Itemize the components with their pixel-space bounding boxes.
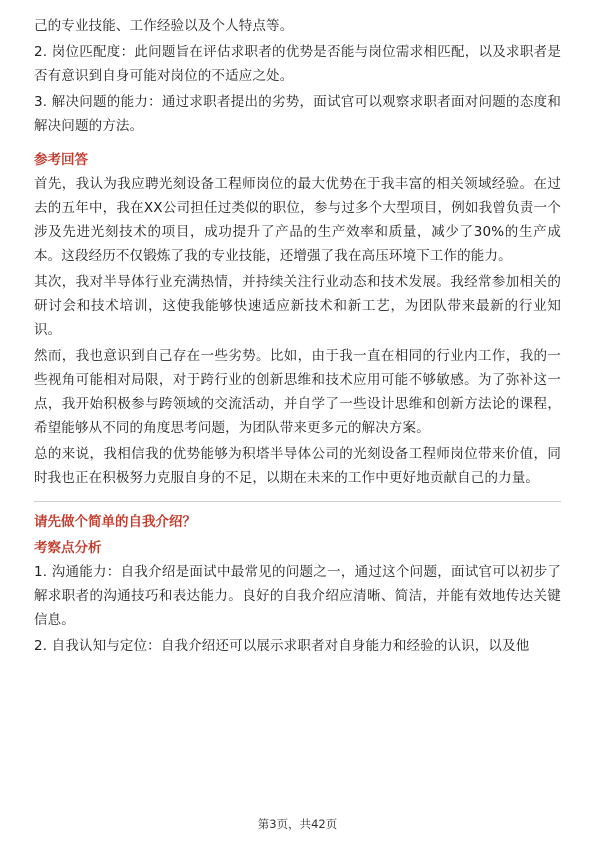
question-point-2: 2. 自我认知与定位：自我介绍还可以展示求职者对自身能力和经验的认识，以及他 — [34, 638, 530, 654]
analysis-heading: 考察点分析 — [34, 540, 102, 556]
section-previous-analysis — [34, 14, 561, 138]
answer-paragraph-3: 然而，我也意识到自己存在一些劣势。比如，由于我一直在相同的行业内工作，我的一些视角可能相对局限，对于跨行业的创新思维和技术应用可能不够敏感。为了弥补这一点，我开始积极参与跨领域的交流活动，并自学了一些设计思维和创新方法论的课程，希望能够从不同的角度思考问题，为团队带来更多元的解决方案。 — [34, 348, 561, 436]
analysis-line-1: 己的专业技能、工作经验以及个人特点等。 — [34, 18, 294, 34]
answer-paragraph-2: 其次，我对半导体行业充满热情，并持续关注行业动态和技术发展。我经常参加相关的研讨会和技术培训，这使我能够快速适应新技术和新工艺，为团队带来最新的行业知识。 — [34, 274, 561, 338]
question-point-1: 1. 沟通能力：自我介绍是面试中最常见的问题之一，通过这个问题，面试官可以初步了解求职者的沟通技巧和表达能力。良好的自我介绍应清晰、简洁，并能有效地传达关键信息。 — [34, 564, 561, 628]
section-reference-answer — [34, 148, 561, 490]
question-title: 请先做个简单的自我介绍？ — [34, 514, 196, 530]
section-question-self-intro — [34, 510, 561, 658]
page-number-footer: 第3页，共42页 — [257, 817, 338, 831]
answer-paragraph-1: 首先，我认为我应聘光刻设备工程师岗位的最大优势在于我丰富的相关领域经验。在过去的五年中，我在XX公司担任过类似的职位，参与过多个大型项目，例如我曾负责一个涉及先进光刻技术的项目，成功提升了产品的生产效率和质量，减少了30%的生产成本。这段经历不仅锻炼了我的专业技能，还增强了我在高压环境下工作的能力。 — [34, 176, 561, 264]
document-page — [34, 14, 561, 660]
analysis-point-2: 2. 岗位匹配度：此问题旨在评估求职者的优势是否能与岗位需求相匹配，以及求职者是否有意识到自身可能对岗位的不适应之处。 — [34, 44, 561, 84]
answer-paragraph-4: 总的来说，我相信我的优势能够为积塔半导体公司的光刻设备工程师岗位带来价值，同时我也正在积极努力克服自身的不足，以期在未来的工作中更好地贡献自己的力量。 — [34, 446, 561, 486]
analysis-point-3: 3. 解决问题的能力：通过求职者提出的劣势，面试官可以观察求职者面对问题的态度和解决问题的方法。 — [34, 94, 561, 134]
section-divider — [34, 501, 561, 502]
reference-answer-heading: 参考回答 — [34, 152, 88, 168]
